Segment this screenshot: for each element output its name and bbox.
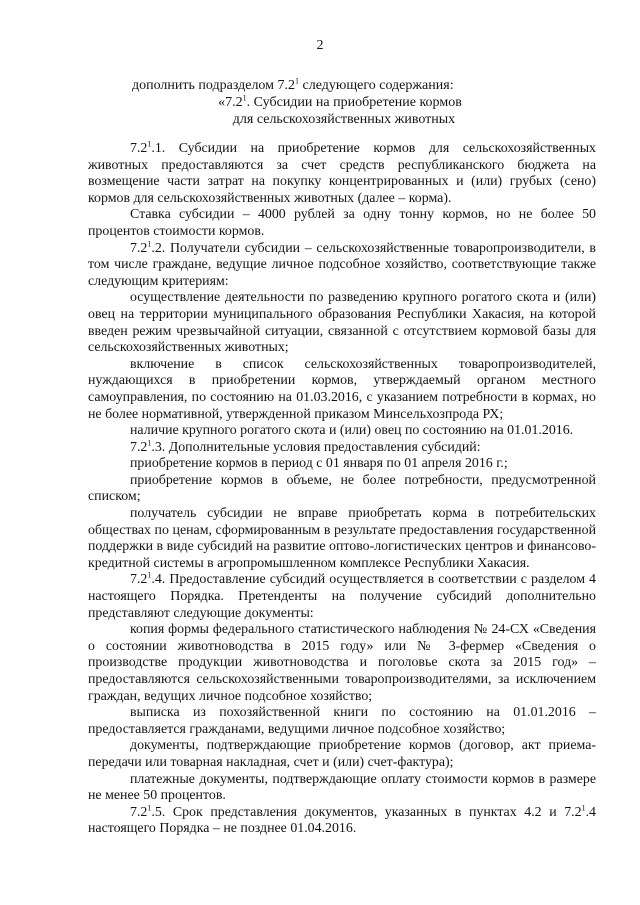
paragraph-text: .4. Предоставление субсидий осуществляется в соответствии с разделом 4 настоящего Порядка. Претенденты на получение субсидий дополнительно представляют следующие документы: [88,572,596,621]
paragraph [88,456,596,473]
paragraph [88,423,596,440]
paragraph-superscript: 1 [581,803,586,813]
intro-text: дополнить подразделом 7.2 [132,78,296,93]
paragraph-superscript: 1 [147,570,152,580]
paragraph [88,622,596,705]
paragraph-text: .3. Дополнительные условия предоставления субсидий: [151,439,481,455]
heading-line-2: для сельскохозяйственных животных [232,112,456,127]
heading-line-1 [40,94,640,111]
paragraph-text: документы, подтверждающие приобретение кормов (договор, акт приема-передачи или товарная накладная, счет и (или) счет-фактура); [88,738,596,770]
paragraph-text: .5. Срок представления документов, указанных в пунктах 4.2 и 7.2 [151,804,582,820]
paragraph-text: платежные документы, подтверждающие оплату стоимости кормов в размере не менее 50 процентов. [88,771,596,804]
paragraph [88,290,596,356]
paragraph [88,207,596,240]
paragraph-number: 7.2 [130,572,148,588]
document-body [88,141,596,838]
paragraph [88,705,596,738]
intro-superscript: 1 [295,76,300,86]
heading-title: . Субсидии на приобретение кормов [246,95,462,110]
paragraph-number: 7.2 [130,141,148,156]
paragraph [88,772,596,805]
paragraph-text: получатель субсидии не вправе приобретать корма в потребительских обществах по ценам, сформированным в результате предоставления государственной поддержки в виде субсидий на развитие оптово-логистических центров и финансово-кредитной системы в агропромышленном комплексе Республики Хакасия. [88,506,596,571]
paragraph-text: копия формы федерального статистического наблюдения № 24-СХ «Сведения о состоянии животноводства в 2015 году» или № 3-фермер «Сведения о производстве продукции животноводства и поголовье скота за 2015 год» – предоставляются сельскохозяйственными товаропроизводителями, за исключением граждан, ведущих личное подсобное хозяйство; [88,622,596,704]
intro-text-end: следующего содержания: [299,78,454,93]
intro-line [132,77,454,94]
paragraph-superscript: 1 [147,803,152,813]
section-heading [0,94,640,128]
paragraph [88,572,596,622]
paragraph-superscript: 1 [147,438,152,448]
paragraph [88,506,596,572]
heading-number: «7.2 [218,95,243,110]
paragraph-number: 7.2 [130,240,148,256]
paragraph-text: включение в список сельскохозяйственных товаропроизводителей, нуждающихся в приобретении кормов, утверждаемый органом местного самоуправления, по состоянию на 01.03.2016, с указанием потребности в кормах, но не более нормативной, утвержденной приказом Минсельхозпрода РХ; [88,356,596,422]
paragraph-text: Ставка субсидии – 4000 рублей за одну тонну кормов, но не более 50 процентов стоимости кормов. [88,207,596,239]
paragraph-superscript: 1 [147,238,152,248]
paragraph-text: .2. Получатели субсидии – сельскохозяйственные товаропроизводители, в том числе граждане, ведущие личное подсобное хозяйство, соответствующие также следующим критериям: [88,240,596,289]
paragraph [88,738,596,771]
paragraph-text: наличие крупного рогатого скота и (или) овец по состоянию на 01.01.2016. [130,423,574,439]
paragraph-text: приобретение кормов в период с 01 января по 01 апреля 2016 г.; [130,456,508,472]
paragraph [88,238,596,291]
paragraph-text: осуществление деятельности по разведению крупного рогатого скота и (или) овец на территории муниципального образования Республики Хакасия, на которой введен режим чрезвычайной ситуации, связанной с отсутствием кормовой базы для сельскохозяйственных животных; [88,290,596,356]
paragraph [88,805,596,838]
paragraph [88,357,596,423]
paragraph-number: 7.2 [130,804,148,820]
paragraph-text: приобретение кормов в объеме, не более потребности, предусмотренной списком; [88,472,596,505]
paragraph-text: выписка из похозяйственной книги по состоянию на 01.01.2016 – предоставляется гражданами, ведущими личное подсобное хозяйство; [88,705,596,737]
paragraph-number: 7.2 [130,439,148,455]
page-number: 2 [316,38,324,53]
paragraph-text: .4 настоящего Порядка – не позднее 01.04.2016. [88,804,596,837]
paragraph [88,141,596,207]
paragraph-text: .1. Субсидии на приобретение кормов для сельскохозяйственных животных предоставляются за счет средств республиканского бюджета на возмещение части затрат на покупку концентрированных и (или) грубых (сено) кормов для сельскохозяйственных животных (далее – корма). [88,141,596,206]
heading-superscript: 1 [242,93,247,103]
paragraph-superscript: 1 [147,139,152,149]
paragraph [88,473,596,506]
paragraph [88,440,596,457]
